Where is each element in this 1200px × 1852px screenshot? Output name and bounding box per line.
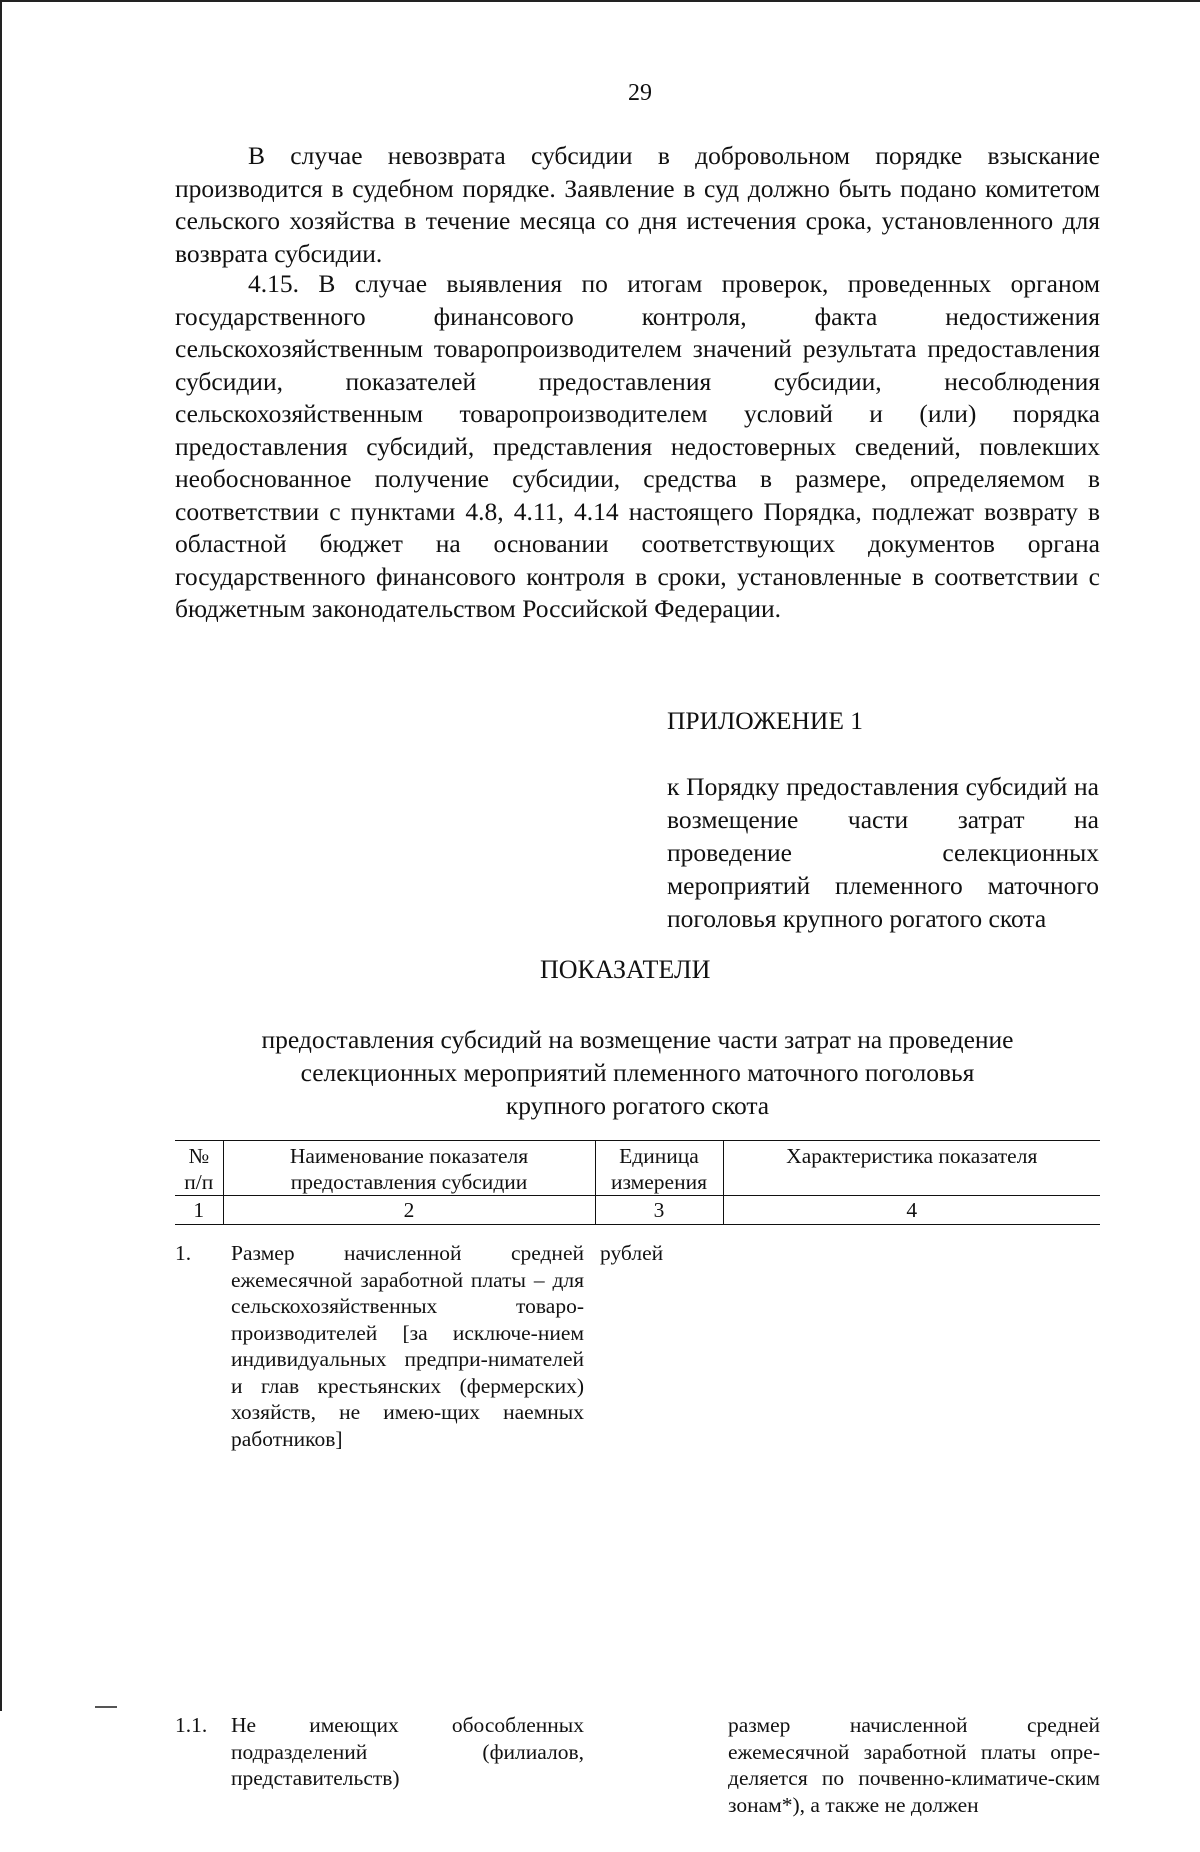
- subtitle-line: селекционных мероприятий племенного маточного поголовья: [300, 1058, 975, 1087]
- scan-edge-left: [0, 0, 2, 1711]
- indicators-subtitle: [175, 1023, 1100, 1122]
- table-header-row: [175, 1141, 1100, 1196]
- column-number: 3: [595, 1196, 723, 1225]
- table-row: [175, 1712, 1100, 1852]
- row-unit: рублей: [600, 1241, 664, 1265]
- row-number: 1.1.: [175, 1713, 208, 1737]
- appendix-reference: к Порядку предоставления субсидий на возмещение части затрат на проведение селекционных мероприятий племенного маточного поголовья крупного рогатого скота: [667, 772, 1099, 933]
- table-body: [175, 1240, 1100, 1817]
- paragraph-4-15: 4.15. В случае выявления по итогам проверок, проведенных органом государственного финансового контроля, факта недостижения сельскохозяйственным товаропроизводителем значений результата предоставления субсидии, показателей предоставления субсидии, несоблюдения сельскохозяйственным товаропроизводителем условий и (или) порядка предоставления субсидий, представления недостоверных сведений, повлекших необоснованное получение субсидии, средства в размере, определяемом в соответствии с пунктами 4.8, 4.11, 4.14 настоящего Порядка, подлежат возврату в областной бюджет на основании соответствующих документов органа государственного финансового контроля в сроки, установленные в соответствии с бюджетным законодательством Российской Федерации.: [175, 269, 1100, 623]
- header-number: № п/п: [175, 1141, 223, 1196]
- column-number: 2: [223, 1196, 595, 1225]
- row-characteristic: размер начисленной средней ежемесячной заработной платы опре-деляется по почвенно-климатиче-ским зонам*), а также не должен: [728, 1713, 1100, 1817]
- subtitle-line: предоставления субсидий на возмещение части затрат на проведение: [261, 1025, 1014, 1054]
- appendix-title: ПРИЛОЖЕНИЕ 1: [667, 706, 864, 735]
- page-number: 29: [628, 80, 652, 106]
- row-indicator-name: Не имеющих обособленных подразделений (филиалов, представительств): [231, 1713, 584, 1790]
- column-number: 1: [175, 1196, 223, 1225]
- scan-edge-top: [0, 0, 1200, 2]
- header-characteristic: Характеристика показателя: [723, 1141, 1100, 1196]
- table-row: [175, 1240, 1100, 1460]
- row-number: 1.: [175, 1241, 192, 1265]
- indicators-title: ПОКАЗАТЕЛИ: [540, 955, 711, 984]
- column-number: 4: [723, 1196, 1100, 1225]
- paragraph-refund-court: В случае невозврата субсидии в добровольном порядке взыскание производится в судебном порядке. Заявление в суд должно быть подано комитетом сельского хозяйства в течение месяца со дня истечения срока, установленного для возврата субсидии.: [175, 141, 1100, 268]
- indicators-table: [175, 1140, 1100, 1225]
- table-column-numbers-row: [175, 1196, 1100, 1225]
- header-indicator-name: Наименование показателя предоставления субсидии: [223, 1141, 595, 1196]
- row-indicator-name: Размер начисленной средней ежемесячной заработной платы – для сельскохозяйственных товаро-производителей [за исключе-нием индивидуальных предпри-нимателей и глав крестьянских (фермерских) хозяйств, не имею-щих наемных работников]: [231, 1241, 584, 1451]
- subtitle-line: крупного рогатого скота: [505, 1091, 770, 1120]
- header-unit: Единица измерения: [595, 1141, 723, 1196]
- scan-artifact-mark: [95, 1706, 117, 1708]
